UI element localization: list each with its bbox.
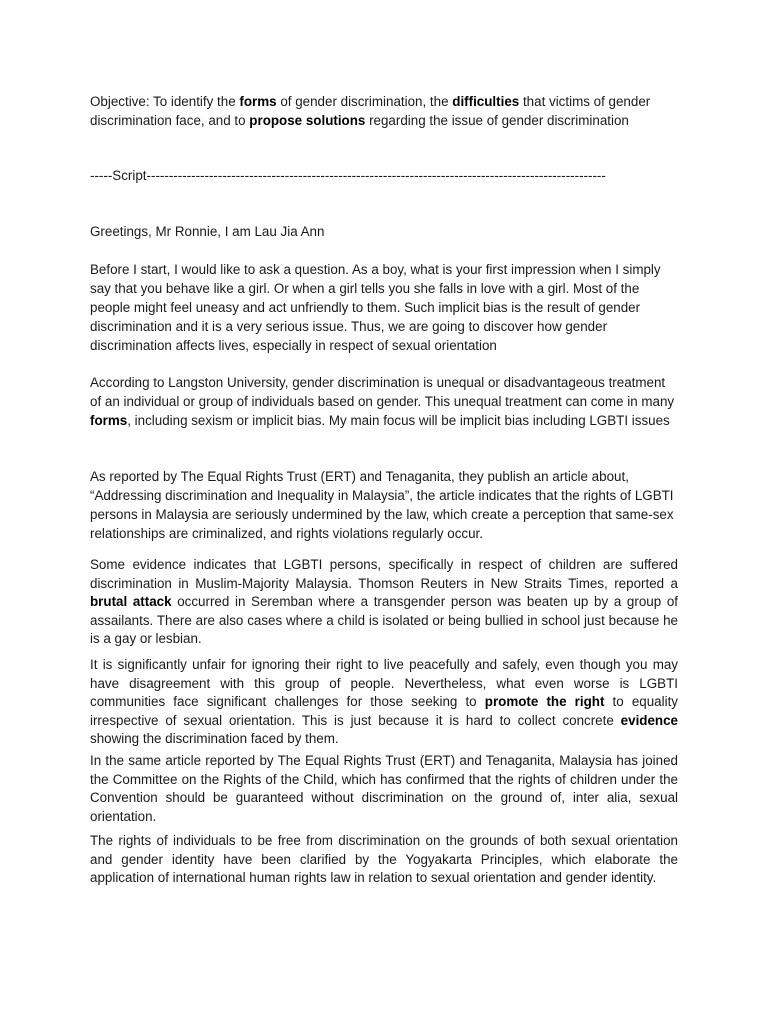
script-divider: -----Script------------------------------------------------------------------------------------------------------- — [90, 168, 606, 183]
paragraph-evidence: Some evidence indicates that LGBTI persons, specifically in respect of children are suffered discrimination in Muslim-Majority Malaysia. Thomson Reuters in New Straits Times, reported a brutal attack occurred in Seremban where a transgender person was beaten up by a group of assailants. There are also cases where a child is isolated or being bullied in school just because he is a gay or lesbian. — [90, 557, 678, 647]
paragraph-unfair: It is significantly unfair for ignoring their right to live peacefully and safely, even though you may have disagreement with this group of people. Nevertheless, what even worse is LGBTI communities face significant challenges for those seeking to promote the right to equality irrespective of sexual orientation. This is just because it is hard to collect concrete evidence showing the discrimination faced by them. — [90, 657, 678, 747]
paragraph-definition: According to Langston University, gender discrimination is unequal or disadvantageous treatment of an individual or group of individuals based on gender. This unequal treatment can come in many forms, including sexism or implicit bias. My main focus will be implicit bias including LGBTI issues — [90, 375, 675, 428]
greeting-line: Greetings, Mr Ronnie, I am Lau Jia Ann — [90, 224, 325, 239]
paragraph-intro-question: Before I start, I would like to ask a question. As a boy, what is your first impression when I simply say that you behave like a girl. Or when a girl tells you she falls in love with a girl. Most of the people might feel uneasy and act unfriendly to them. Such implicit bias is the result of gender discrimination and it is a very serious issue. Thus, we are going to discover how gender discrimination affects lives, especially in respect of sexual orientation — [90, 262, 661, 353]
paragraph-yogyakarta: The rights of individuals to be free from discrimination on the grounds of both sexual orientation and gender identity have been clarified by the Yogyakarta Principles, which elaborate the application of international human rights law in relation to sexual orientation and gender identity. — [90, 833, 678, 886]
objective-paragraph: Objective: To identify the forms of gender discrimination, the difficulties that victims of gender discrimination face, and to propose solutions regarding the issue of gender discrimination — [90, 94, 651, 128]
paragraph-ert-report: As reported by The Equal Rights Trust (ERT) and Tenaganita, they publish an article about, “Addressing discrimination and Inequality in Malaysia”, the article indicates that the rights of LGBTI persons in Malaysia are seriously undermined by the law, which create a perception that same-sex relationships are criminalized, and rights violations regularly occur. — [90, 469, 674, 541]
paragraph-committee: In the same article reported by The Equal Rights Trust (ERT) and Tenaganita, Malaysia has joined the Committee on the Rights of the Child, which has confirmed that the rights of children under the Convention should be guaranteed without discrimination on the ground of, inter alia, sexual orientation. — [90, 753, 678, 824]
